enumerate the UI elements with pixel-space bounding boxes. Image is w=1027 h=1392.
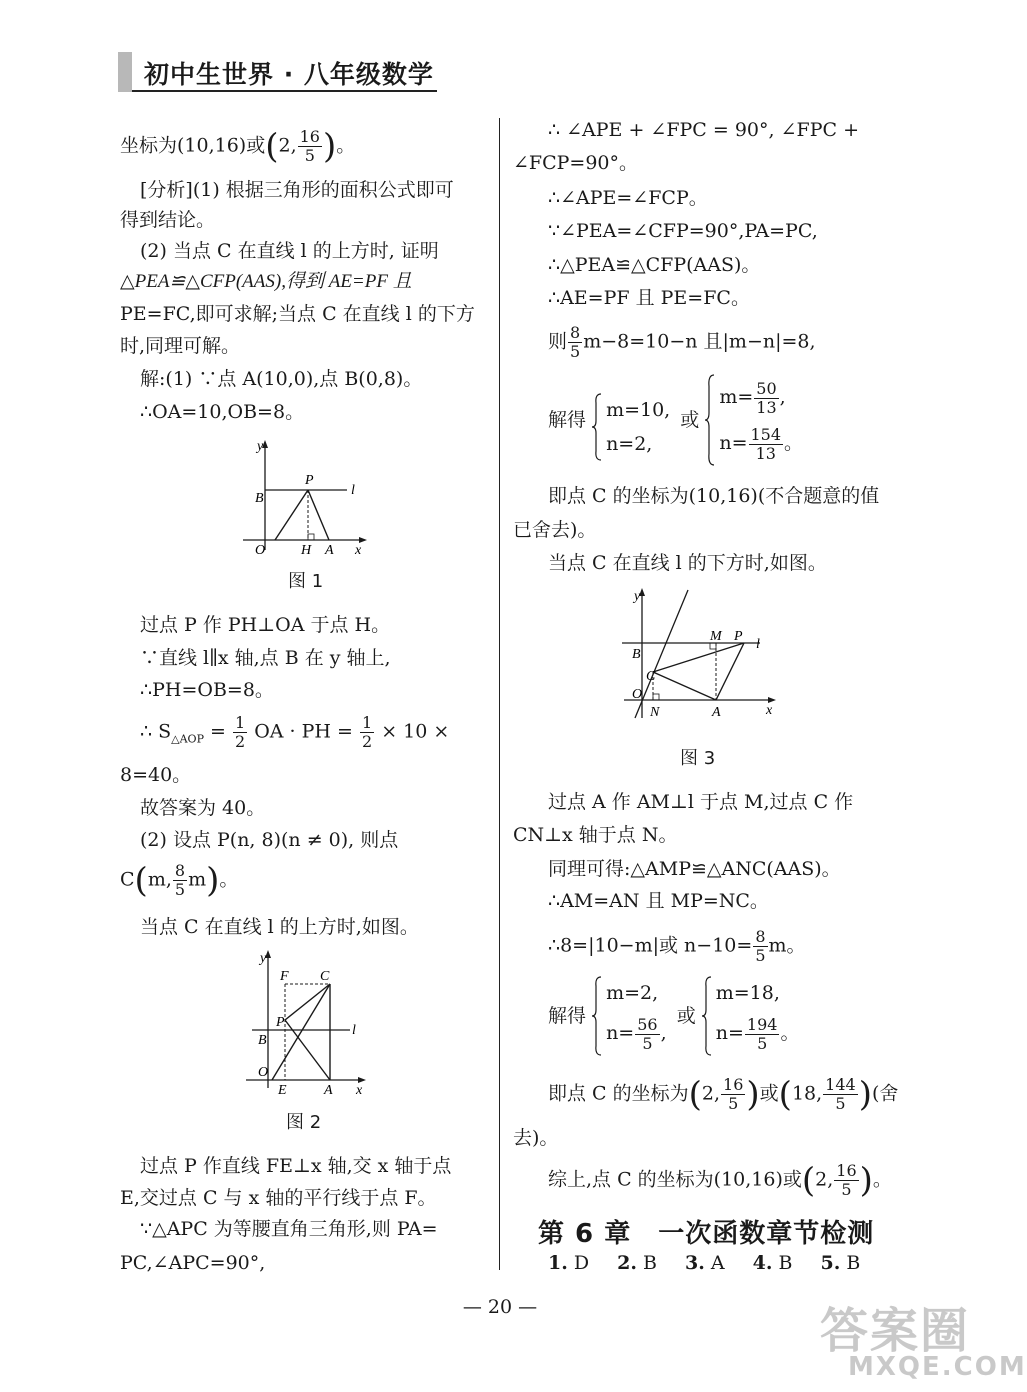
segment-OP	[275, 490, 308, 540]
left-line-10: 过点 P 作 PH⊥OA 于点 H。	[140, 614, 391, 636]
label-B: B	[258, 1033, 267, 1048]
figure-1	[235, 438, 375, 564]
segment-OC	[272, 984, 330, 1080]
column-divider	[499, 118, 500, 1270]
right-line-13: CN⊥x 轴于点 N。	[513, 824, 678, 846]
left-line-22: PC,∠APC=90°,	[120, 1252, 266, 1274]
left-line-13: ∴ $S_{\triangle AOP}$ = $\frac{1}{2}$ OA · PH = $\frac{1}{2}$ × 10 ×	[140, 713, 450, 751]
segment-CA	[653, 672, 716, 700]
right-angle-N	[653, 694, 659, 700]
left-line-17: C(m, $\frac{8}{5}$ m)。	[120, 860, 239, 901]
label-M: M	[710, 629, 722, 644]
right-line-14: 同理可得:△AMP≌△ANC(AAS)。	[548, 858, 841, 880]
figure-3	[610, 586, 785, 726]
label-y: y	[634, 589, 641, 604]
left-line-19: 过点 P 作直线 FE⊥x 轴,交 x 轴于点	[140, 1155, 452, 1177]
label-P: P	[276, 1015, 285, 1030]
header-accent-bar	[118, 52, 132, 92]
answer-5: 5. B	[820, 1252, 861, 1274]
label-x: x	[355, 543, 362, 558]
label-H: H	[301, 543, 312, 558]
label-C: C	[320, 969, 330, 984]
left-line-6: PE=FC,即可求解;当点 C 在直线 l 的下方	[120, 303, 475, 325]
book-title: 初中生世界 · 八年级数学	[144, 60, 434, 89]
right-line-17-system: 解得 m=2, n= $\frac{56}{5}$ , 或 m=18, n= $\frac{194}{5}$ 。	[548, 976, 799, 1056]
label-O: O	[258, 1065, 269, 1080]
segment-PC	[285, 984, 330, 1020]
left-line-11: ∵直线 l∥x 轴,点 B 在 y 轴上,	[140, 647, 391, 669]
label-l: l	[756, 637, 760, 652]
left-line-14: 8=40。	[120, 764, 192, 786]
right-line-10: 已舍去)。	[513, 519, 597, 541]
header-rule	[132, 90, 437, 92]
left-line-21: ∵△APC 为等腰直角三角形,则 PA=	[140, 1218, 438, 1240]
left-line-8: 解:(1) ∵点 A(10,0),点 B(0,8)。	[140, 368, 423, 390]
right-line-2: ∠FCP=90°。	[513, 152, 639, 174]
label-A: A	[325, 543, 334, 558]
left-line-5: △PEA≌△CFP(AAS),得到 AE=PF 且	[120, 271, 412, 292]
right-line-7: 则 $\frac{8}{5}$ m−8=10−n 且|m−n|=8,	[548, 323, 816, 361]
right-line-12: 过点 A 作 AM⊥l 于点 M,过点 C 作	[548, 791, 854, 813]
segment-PA	[285, 1020, 330, 1080]
left-line-2: [分析](1) 根据三角形的面积公式即可	[140, 179, 454, 201]
label-C: C	[646, 669, 656, 684]
label-O: O	[255, 543, 266, 558]
right-line-11: 当点 C 在直线 l 的下方时,如图。	[548, 552, 827, 574]
watermark-logo: 答案圈	[820, 1303, 971, 1359]
answer-4: 4. B	[752, 1252, 793, 1274]
left-line-1: 坐标为(10,16)或(2, $\frac{16}{5}$ )。	[120, 126, 356, 167]
watermark-url: MXQE.COM	[848, 1352, 1027, 1382]
right-line-16: ∴8=|10−m|或 n−10= $\frac{8}{5}$ m。	[548, 927, 806, 965]
label-O: O	[632, 687, 643, 702]
segment-CP	[653, 643, 744, 672]
label-E: E	[278, 1083, 287, 1098]
chapter-title: 第 6 章 一次函数章节检测	[538, 1219, 875, 1249]
right-line-19: 去)。	[513, 1127, 559, 1149]
label-l: l	[352, 1023, 356, 1038]
answer-2: 2. B	[617, 1252, 657, 1274]
right-line-9: 即点 C 的坐标为(10,16)(不合题意的值	[548, 485, 880, 507]
left-line-20: E,交过点 C 与 x 轴的平行线于点 F。	[120, 1187, 437, 1209]
label-P: P	[734, 629, 743, 644]
left-line-3: 得到结论。	[120, 209, 216, 231]
answer-row	[548, 1252, 882, 1274]
left-line-9: ∴OA=10,OB=8。	[140, 401, 305, 423]
right-line-20: 综上,点 C 的坐标为(10,16)或(2, $\frac{16}{5}$ )。	[548, 1160, 892, 1201]
label-P: P	[305, 473, 314, 488]
answer-3: 3. A	[684, 1252, 725, 1274]
right-line-6: ∴AE=PF 且 PE=FC。	[548, 287, 750, 309]
label-N: N	[650, 705, 660, 720]
segment-PA	[308, 490, 329, 540]
right-line-4: ∵∠PEA=∠CFP=90°,PA=PC,	[548, 220, 818, 242]
left-line-4: (2) 当点 C 在直线 l 的上方时, 证明	[140, 240, 439, 262]
right-line-3: ∴∠APE=∠FCP。	[548, 187, 708, 209]
right-line-18: 即点 C 的坐标为(2, $\frac{16}{5}$ )或(18, $\frac{144}{5}$ )(舍	[548, 1074, 899, 1115]
segment-PA	[716, 643, 744, 700]
label-x: x	[766, 703, 773, 718]
label-x: x	[356, 1083, 363, 1098]
label-l: l	[351, 483, 355, 498]
right-line-5: ∴△PEA≌△CFP(AAS)。	[548, 254, 761, 276]
left-line-7: 时,同理可解。	[120, 335, 241, 357]
figure-2	[238, 948, 378, 1102]
right-line-1: ∴ ∠APE + ∠FPC = 90°, ∠FPC +	[548, 119, 859, 141]
page-number: — 20 —	[462, 1296, 538, 1318]
label-A: A	[324, 1083, 333, 1098]
figure-1-caption: 图 1	[288, 571, 324, 592]
label-B: B	[255, 491, 264, 506]
left-line-16: (2) 设点 P(n, 8)(n ≠ 0), 则点	[140, 829, 399, 851]
label-y: y	[257, 439, 264, 454]
label-F: F	[280, 969, 289, 984]
left-line-15: 故答案为 40。	[140, 797, 266, 819]
answer-1: 1. D	[548, 1252, 590, 1274]
fraction: $\frac{16}{5}$	[299, 127, 320, 165]
right-angle-mark	[308, 534, 314, 540]
label-B: B	[632, 647, 641, 662]
right-line-8-system: 解得 m=10, n=2, 或 m= $\frac{50}{13}$ , n= $\frac{154}{13}$ 。	[548, 374, 803, 466]
left-line-12: ∴PH=OB=8。	[140, 679, 274, 701]
figure-3-caption: 图 3	[680, 748, 716, 769]
right-line-15: ∴AM=AN 且 MP=NC。	[548, 890, 769, 912]
label-A: A	[712, 705, 721, 720]
figure-2-caption: 图 2	[286, 1112, 322, 1133]
line-OC	[635, 590, 688, 718]
label-y: y	[260, 951, 267, 966]
left-line-18: 当点 C 在直线 l 的上方时,如图。	[140, 916, 419, 938]
